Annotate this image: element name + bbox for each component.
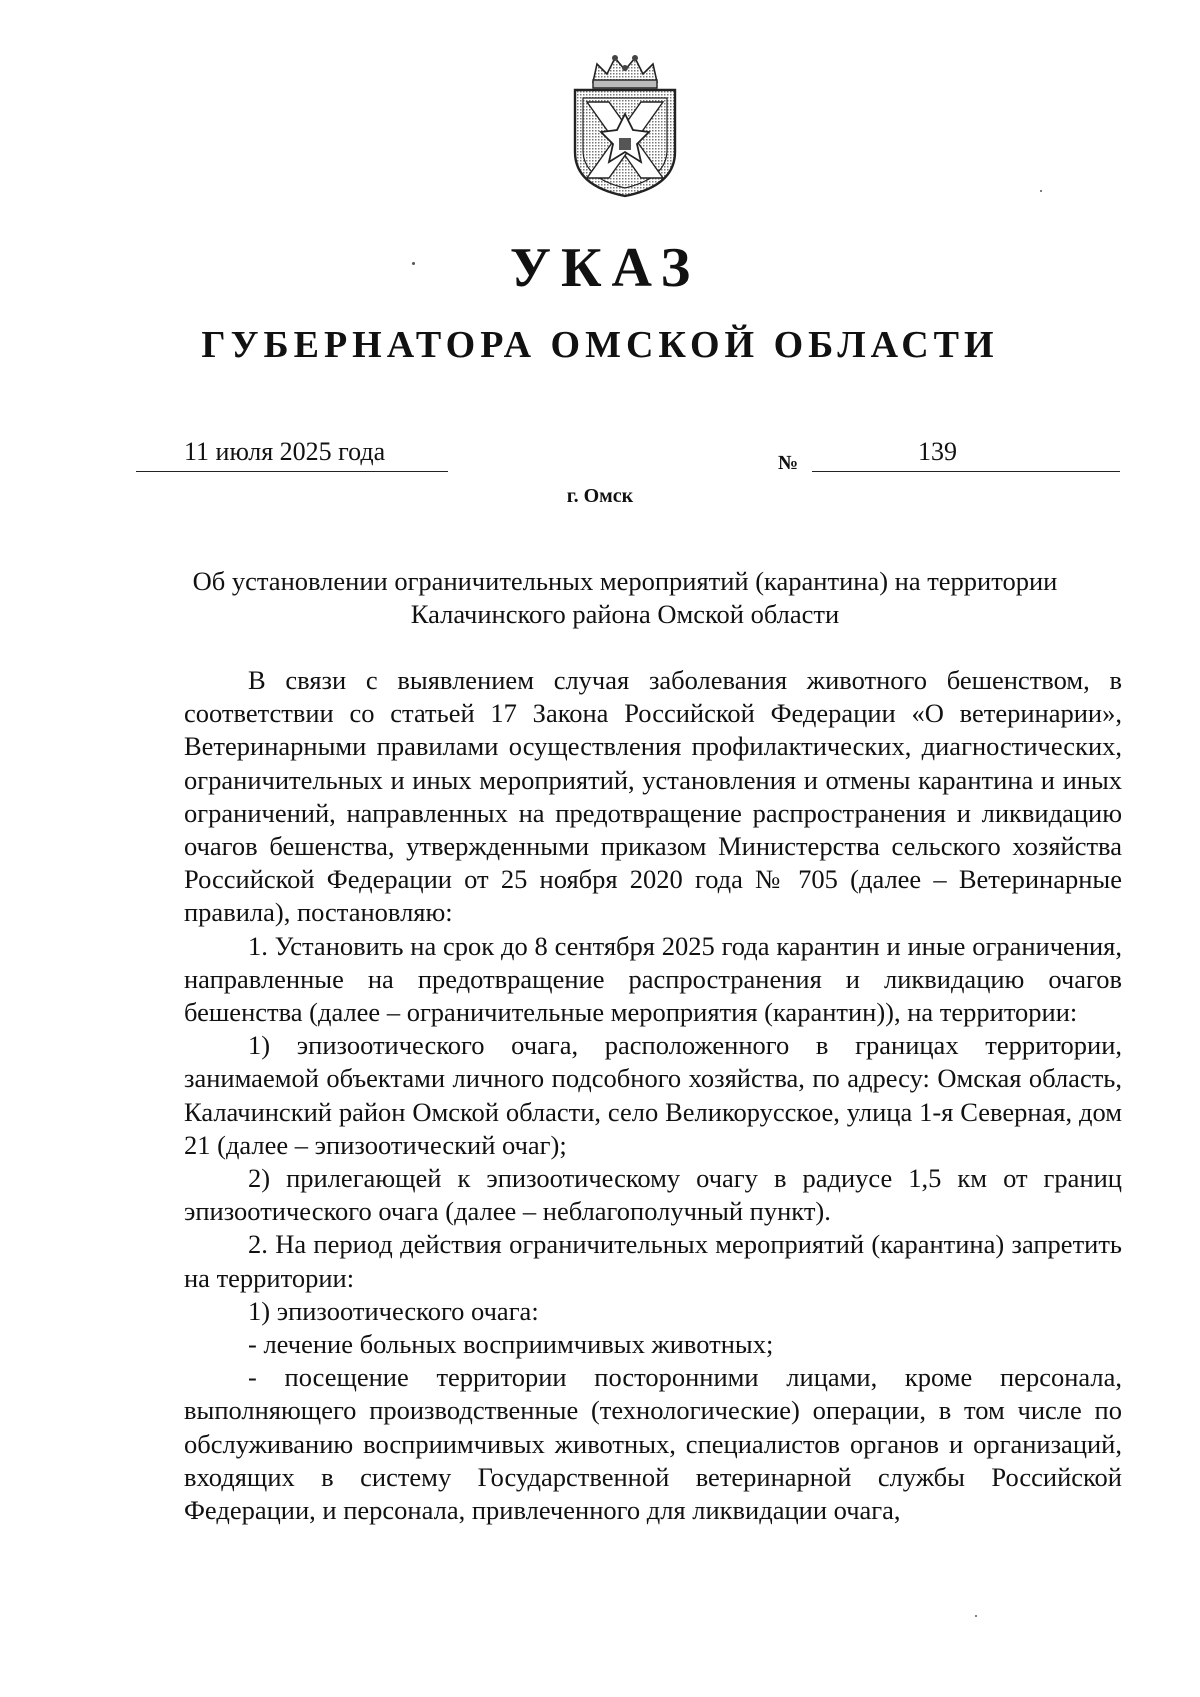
document-date: 11 июля 2025 года <box>136 432 448 472</box>
body-paragraph: - лечение больных восприимчивых животных; <box>248 1329 774 1360</box>
body-paragraph: 2) прилегающей к эпизоотическому очагу в радиусе 1,5 км от границ эпизоотического очага (далее – неблагополучный пункт). <box>184 1163 1122 1227</box>
body-paragraph: 1. Установить на срок до 8 сентября 2025 года карантин и иные ограничения, направленные на предотвращение распространения и ликвидацию очагов бешенства (далее – ограничительные мероприятия (карантин)), на территории: <box>184 930 1122 1028</box>
document-heading: Об установлении ограничительных мероприятий (карантина) на территории Калачинского района Омской области <box>192 566 1058 629</box>
body-paragraph: - посещение территории посторонними лицами, кроме персонала, выполняющего производственные (технологические) операции, в том числе по обслуживанию восприимчивых животных, специалистов органов и организаций, входящих в систему Государственной ветеринарной службы Российской Федерации, и персонала, привлеченного для ликвидации очага, <box>184 1362 1122 1526</box>
document-number: 139 <box>812 432 1120 472</box>
number-sign: № <box>778 452 799 474</box>
scan-speck <box>975 1615 977 1617</box>
body-paragraph: 1) эпизоотического очага, расположенного в границах территории, занимаемой объектами личного подсобного хозяйства, по адресу: Омская область, Калачинский район Омской области, село Великорусское, улица 1-я Северная, дом 21 (далее – эпизоотический очаг); <box>184 1030 1122 1160</box>
document-body <box>184 664 1122 1527</box>
body-paragraph: В связи с выявлением случая заболевания животного бешенством, в соответствии со статьей 17 Закона Российской Федерации «О ветеринарии», Ветеринарными правилами осуществления профилактических, диагностических, ограничительных и иных мероприятий, установления и отмены карантина и иных ограничений, направленных на предотвращение распространения и ликвидацию очагов бешенства, утвержденными приказом Министерства сельского хозяйства Российской Федерации от 25 ноября 2020 года № 705 (далее – Ветеринарные правила), постановляю: <box>184 665 1122 928</box>
scan-speck <box>412 262 415 265</box>
document-city: г. Омск <box>566 485 634 507</box>
body-paragraph: 2. На период действия ограничительных мероприятий (карантина) запретить на территории: <box>184 1229 1122 1293</box>
omsk-coat-of-arms-icon <box>565 52 685 200</box>
document-title: УКАЗ <box>509 237 701 299</box>
document-subtitle: ГУБЕРНАТОРА ОМСКОЙ ОБЛАСТИ <box>201 324 999 366</box>
body-paragraph: 1) эпизоотического очага: <box>248 1295 539 1326</box>
scan-speck <box>1040 190 1042 192</box>
